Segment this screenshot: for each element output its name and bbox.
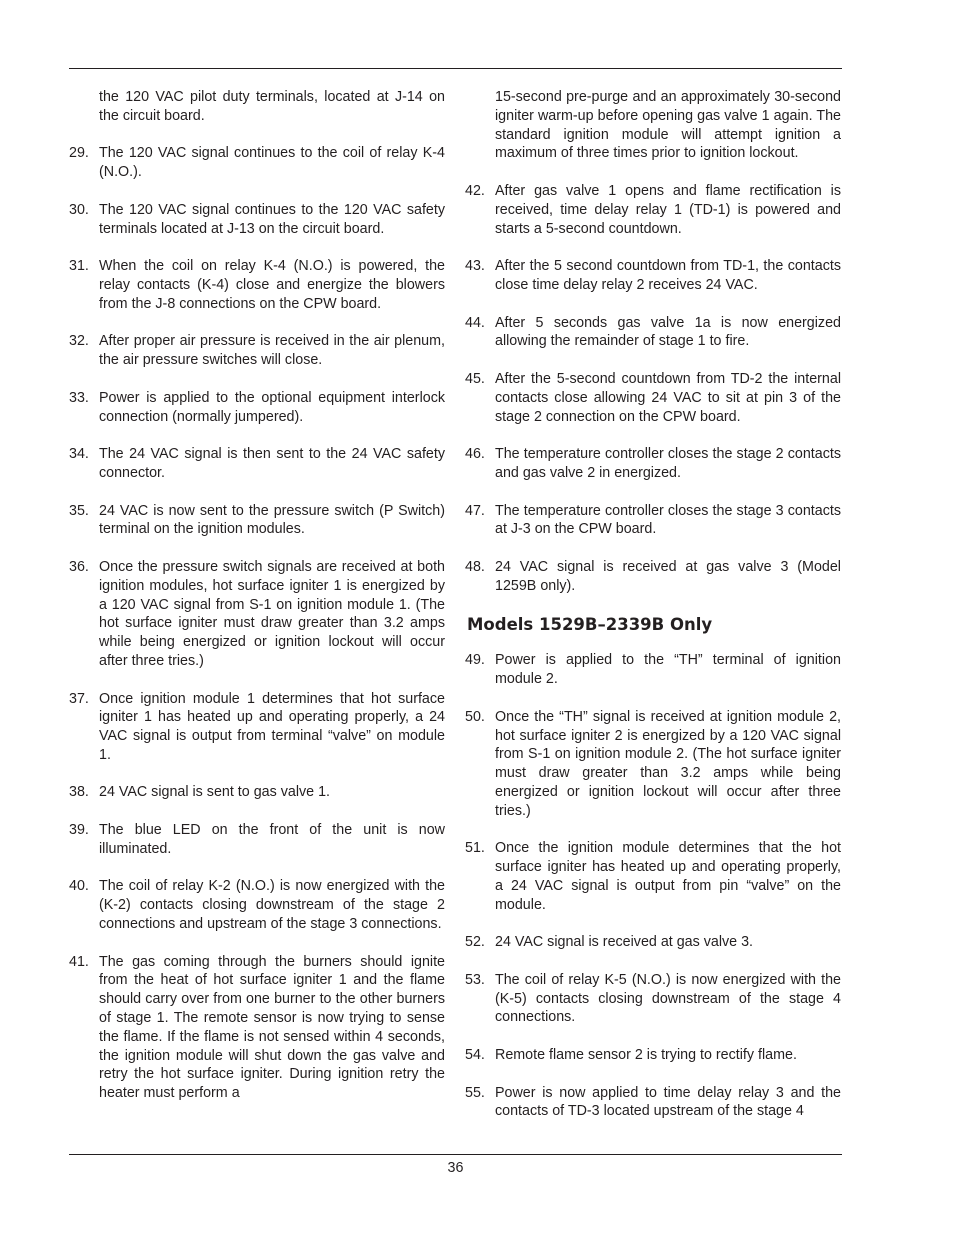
- list-item: [69, 257, 445, 313]
- list-item: [465, 558, 841, 596]
- item-text: 24 VAC is now sent to the pressure switch (P Switch) terminal on the ignition modules.: [99, 502, 445, 538]
- list-item: [69, 877, 445, 933]
- item-text: Power is now applied to time delay relay 3 and the contacts of TD-3 located upstream of the stage 4: [495, 1084, 841, 1120]
- list-item: [465, 1084, 841, 1122]
- list-item: [69, 332, 445, 370]
- item-text: The coil of relay K-5 (N.O.) is now energized with the (K-5) contacts closing downstream of the stage 4 connections.: [495, 971, 841, 1026]
- item-text: 24 VAC signal is received at gas valve 3.: [495, 934, 754, 951]
- list-item: [465, 933, 841, 952]
- list-item: [69, 953, 445, 1103]
- list-item: [69, 783, 445, 802]
- item-number: 50.: [465, 708, 485, 725]
- item-number: 52.: [465, 934, 485, 951]
- item-number: 48.: [465, 558, 485, 575]
- item-number: 51.: [465, 840, 485, 857]
- item-text: Remote flame sensor 2 is trying to rectify flame.: [495, 1047, 797, 1064]
- item-text: The temperature controller closes the stage 2 contacts and gas valve 2 in energized.: [495, 446, 841, 481]
- item-text: After the 5-second countdown from TD-2 the internal contacts close allowing 24 VAC to sit at pin 3 of the stage 2 connection on the CPW board.: [495, 370, 841, 425]
- list-item: [465, 502, 841, 540]
- item-text: The temperature controller closes the stage 3 contacts at J-3 on the CPW board.: [495, 502, 841, 538]
- item-number: 45.: [465, 370, 485, 387]
- list-item: [465, 182, 841, 238]
- item-text: After proper air pressure is received in the air plenum, the air pressure switches will close.: [99, 333, 445, 369]
- item-text: When the coil on relay K-4 (N.O.) is powered, the relay contacts (K-4) close and energize the blowers from the J-8 connections on the CPW board.: [99, 258, 445, 312]
- item-text: 15-second pre-purge and an approximately 30-second igniter warm-up before opening gas valve 1 again. The standard ignition module will attempt ignition a maximum of three times prior to ignition lockout.: [495, 89, 841, 162]
- item-text: Once the pressure switch signals are received at both ignition modules, hot surface igniter 1 is energized by a 120 VAC signal from S-1 on ignition module 1. (The hot surface igniter must draw greater than 3.2 amps while being energized or ignition lockout will occur after three tries.): [99, 558, 445, 669]
- list-item: [69, 445, 445, 483]
- list-item: [465, 839, 841, 914]
- item-text: After 5 seconds gas valve 1a is now energized allowing the remainder of stage 1 to fire.: [495, 314, 841, 350]
- item-number: 36.: [69, 558, 89, 575]
- item-text: Once the ignition module determines that the hot surface igniter has heated up and operating properly, a 24 VAC signal is output from pin “valve” on the module.: [495, 840, 841, 913]
- item-number: 43.: [465, 258, 485, 275]
- item-text: Power is applied to the “TH” terminal of ignition module 2.: [495, 652, 841, 688]
- item-number: 54.: [465, 1047, 485, 1064]
- item-text: Once ignition module 1 determines that hot surface igniter 1 has heated up and operating properly, a 24 VAC signal is output from terminal “valve” on module 1.: [99, 690, 445, 763]
- list-item: [69, 558, 445, 671]
- section-heading: Models 1529B–2339B Only: [467, 615, 713, 635]
- item-number: 34.: [69, 446, 89, 463]
- list-item: [465, 1046, 841, 1065]
- item-text: 24 VAC signal is received at gas valve 3 (Model 1259B only).: [495, 558, 841, 594]
- list-item: [465, 314, 841, 352]
- list-item: [465, 971, 841, 1027]
- item-number: 44.: [465, 314, 485, 331]
- item-number: 29.: [69, 145, 89, 162]
- list-item: [69, 821, 445, 859]
- item-number: 55.: [465, 1084, 485, 1101]
- list-item: [69, 144, 445, 182]
- item-text: The gas coming through the burners should ignite from the heat of hot surface igniter 1 and the flame should carry over from one burner to the other burners of stage 1. The remote sensor is now trying to sense the flame. If the flame is not sensed within 4 seconds, the ignition module will shut down the gas valve and retry the hot surface igniter. During ignition retry the heater must perform a: [99, 953, 445, 1102]
- page-number: 36: [447, 1160, 464, 1176]
- item-text: After gas valve 1 opens and flame rectification is received, time delay relay 1 (TD-1) is powered and starts a 5-second countdown.: [495, 182, 841, 237]
- item-number: 53.: [465, 971, 485, 988]
- item-text: The 24 VAC signal is then sent to the 24 VAC safety connector.: [99, 446, 445, 481]
- list-item: [69, 201, 445, 239]
- right-column: [465, 88, 841, 1140]
- list-item: [69, 389, 445, 427]
- item-text: Once the “TH” signal is received at ignition module 2, hot surface igniter 2 is energized by a 120 VAC signal from S-1 on ignition module 2. (The hot surface igniter must draw greater than 3.2 amps while being energized or ignition lockout will occur after three tries.): [495, 708, 841, 819]
- item-text: The blue LED on the front of the unit is now illuminated.: [99, 822, 445, 857]
- left-column: [69, 88, 445, 1122]
- list-item: [465, 445, 841, 483]
- item-text: 24 VAC signal is sent to gas valve 1.: [99, 784, 330, 801]
- item-number: 42.: [465, 182, 485, 199]
- list-item: [465, 651, 841, 689]
- item-number: 30.: [69, 201, 89, 218]
- item-number: 33.: [69, 389, 89, 406]
- list-item: [69, 502, 445, 540]
- item-number: 31.: [69, 258, 89, 275]
- item-number: 49.: [465, 652, 485, 669]
- item-number: 37.: [69, 690, 89, 707]
- list-item: [465, 88, 841, 163]
- top-rule: [69, 68, 842, 69]
- item-number: 40.: [69, 878, 89, 895]
- item-number: 46.: [465, 446, 485, 463]
- list-item: [465, 370, 841, 426]
- item-text: Power is applied to the optional equipment interlock connection (normally jumpered).: [99, 389, 445, 425]
- item-number: 41.: [69, 953, 89, 970]
- item-text: the 120 VAC pilot duty terminals, located at J-14 on the circuit board.: [99, 89, 445, 124]
- bottom-rule: [69, 1154, 842, 1155]
- item-text: After the 5 second countdown from TD-1, the contacts close time delay relay 2 receives 24 VAC.: [495, 258, 841, 293]
- item-number: 47.: [465, 502, 485, 519]
- item-text: The 120 VAC signal continues to the 120 VAC safety terminals located at J-13 on the circuit board.: [99, 201, 445, 237]
- item-text: The coil of relay K-2 (N.O.) is now energized with the (K-2) contacts closing downstream of the stage 2 connections and upstream of the stage 3 connections.: [99, 878, 445, 933]
- item-number: 38.: [69, 784, 89, 801]
- list-item: [465, 708, 841, 821]
- item-text: The 120 VAC signal continues to the coil of relay K-4 (N.O.).: [99, 145, 445, 181]
- list-item: [69, 690, 445, 765]
- item-number: 35.: [69, 502, 89, 519]
- item-number: 39.: [69, 822, 89, 839]
- list-item: [465, 257, 841, 295]
- list-item: [69, 88, 445, 126]
- item-number: 32.: [69, 333, 89, 350]
